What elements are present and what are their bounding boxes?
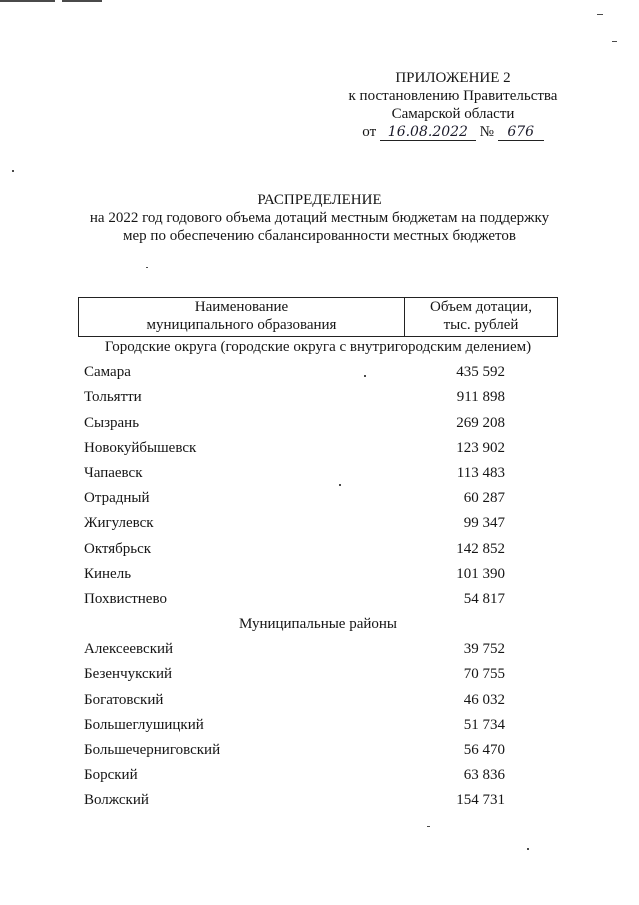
subsidy-amount: 123 902 — [456, 439, 505, 456]
subsidy-amount: 154 731 — [456, 792, 505, 809]
scan-artifact — [612, 41, 617, 42]
appendix-region-line: Самарской области — [391, 106, 515, 122]
subsidy-amount: 101 390 — [456, 565, 505, 582]
table-row — [78, 738, 558, 763]
handwritten-number: 676 — [498, 125, 544, 141]
scan-artifact — [597, 14, 603, 15]
table-row — [78, 587, 558, 612]
municipality-name: Волжский — [84, 792, 149, 809]
municipality-name: Чапаевск — [84, 464, 143, 481]
table-row — [78, 511, 558, 536]
table-row — [78, 637, 558, 662]
table-row — [78, 788, 558, 813]
scan-artifact — [62, 0, 102, 2]
municipality-name: Большеглушицкий — [84, 716, 204, 733]
section-title-municipal-districts: Муниципальные районы — [238, 616, 398, 633]
table-row — [78, 436, 558, 461]
appendix-date-number-line — [333, 123, 573, 141]
from-label: от — [362, 124, 377, 140]
column-header-line: Объем дотации, — [430, 299, 532, 315]
subsidy-amount: 142 852 — [456, 540, 505, 557]
document-heading — [0, 191, 639, 245]
table-row — [78, 688, 558, 713]
scan-artifact — [427, 826, 430, 827]
table-row — [78, 385, 558, 410]
column-header-name — [79, 298, 405, 336]
table-row — [78, 486, 558, 511]
subsidy-amount: 39 752 — [463, 641, 505, 658]
municipality-name: Алексеевский — [84, 641, 174, 658]
municipality-name: Тольятти — [84, 389, 142, 406]
scan-artifact — [527, 848, 529, 850]
subsidy-amount: 56 470 — [463, 742, 505, 758]
table-header — [78, 297, 558, 337]
municipality-name: Богатовский — [84, 691, 164, 708]
heading-line-1: на 2022 год годового объема дотаций местным бюджетам на поддержку — [89, 210, 550, 226]
subsidy-amount: 113 483 — [456, 464, 505, 481]
municipality-name: Самара — [84, 364, 131, 381]
number-label: № — [479, 124, 494, 140]
table-row — [78, 763, 558, 788]
municipality-name: Похвистнево — [84, 590, 167, 607]
table-body — [78, 335, 558, 814]
heading-line-2: мер по обеспечению сбалансированности местных бюджетов — [123, 228, 516, 244]
section-title-urban-districts: Городские округа (городские округа с внутригородским делением) — [104, 339, 532, 355]
scan-artifact — [0, 0, 55, 2]
table-row — [78, 713, 558, 738]
subsidy-amount: 70 755 — [463, 666, 505, 683]
municipality-name: Сызрань — [84, 414, 140, 431]
column-header-line: муниципального образования — [146, 317, 337, 333]
appendix-title: ПРИЛОЖЕНИЕ 2 — [395, 70, 511, 86]
municipality-name: Безенчукский — [84, 666, 173, 683]
subsidy-amount: 51 734 — [463, 716, 505, 733]
table-row — [78, 562, 558, 587]
subsidy-amount: 435 592 — [456, 364, 505, 381]
municipality-name: Кинель — [84, 565, 132, 582]
table-row — [78, 537, 558, 562]
municipality-name: Октябрьск — [84, 540, 152, 557]
subsidy-amount: 46 032 — [463, 691, 505, 708]
municipality-name: Борский — [84, 767, 138, 784]
handwritten-date: 16.08.2022 — [380, 125, 476, 141]
table-row — [78, 461, 558, 486]
appendix-block — [333, 69, 573, 141]
table-row — [78, 662, 558, 687]
table-row — [78, 360, 558, 385]
municipality-name: Жигулевск — [84, 515, 154, 532]
subsidy-amount: 911 898 — [456, 389, 505, 406]
appendix-resolution-line: к постановлению Правительства — [348, 88, 558, 104]
subsidy-amount: 54 817 — [463, 590, 505, 607]
column-header-amount — [405, 298, 557, 336]
heading-title: РАСПРЕДЕЛЕНИЕ — [257, 192, 382, 208]
scan-artifact — [146, 267, 148, 268]
municipality-name: Большечерниговский — [84, 742, 221, 758]
column-header-line: Наименование — [194, 299, 289, 315]
subsidy-amount: 269 208 — [456, 414, 505, 431]
subsidy-amount: 63 836 — [463, 767, 505, 784]
subsidy-amount: 60 287 — [463, 490, 505, 507]
table-row — [78, 411, 558, 436]
subsidy-amount: 99 347 — [463, 515, 505, 532]
municipality-name: Новокуйбышевск — [84, 439, 197, 456]
municipality-name: Отрадный — [84, 490, 150, 507]
scan-artifact — [12, 170, 14, 172]
column-header-line: тыс. рублей — [443, 317, 519, 333]
